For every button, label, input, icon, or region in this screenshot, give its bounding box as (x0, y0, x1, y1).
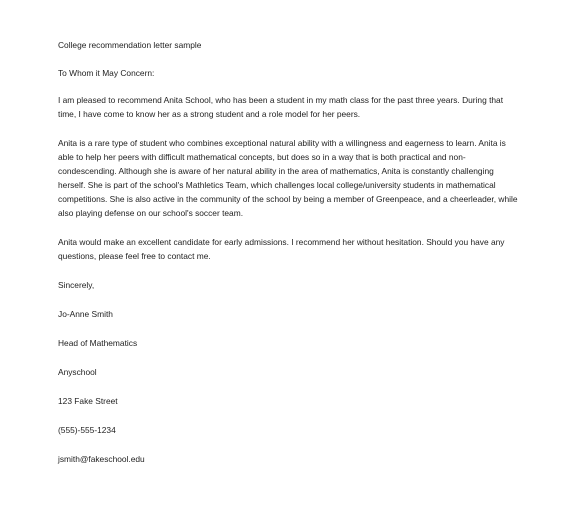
signature-school: Anyschool (58, 367, 97, 377)
paragraph-line: Anita is a rare type of student who combines exceptional natural ability with a willingness and eagerness to learn. Anita is (58, 138, 506, 148)
paragraph-line: able to help her peers with difficult mathematical concepts, but does so in a way that is both practical and non- (58, 152, 466, 162)
paragraph-line: herself. She is part of the school's Mathletics Team, which challenges local college/university students in mathematical (58, 180, 496, 190)
signature-position: Head of Mathematics (58, 338, 138, 348)
signature-email: jsmith@fakeschool.edu (58, 454, 145, 464)
signature-phone: (555)-555-1234 (58, 425, 116, 435)
salutation: To Whom it May Concern: (58, 68, 155, 78)
paragraph-line: competitions. She is also active in the community of the school by being a member of Greenpeace, and a cheerleader, while (58, 194, 518, 204)
paragraph-qualities (58, 136, 529, 220)
paragraph-line: condescending. Although she is aware of her natural ability in the area of mathematics, Anita is constantly challenging (58, 166, 494, 176)
paragraph-line: questions, please feel free to contact me. (58, 251, 211, 261)
closing: Sincerely, (58, 280, 95, 290)
paragraph-line: time, I have come to know her as a strong student and a role model for her peers. (58, 109, 361, 119)
signature-name: Jo-Anne Smith (58, 309, 113, 319)
paragraph-recommendation (58, 235, 529, 263)
letter-title: College recommendation letter sample (58, 40, 202, 50)
paragraph-line: also playing defense on our school's soccer team. (58, 208, 244, 218)
paragraph-intro (58, 93, 529, 121)
signature-address: 123 Fake Street (58, 396, 118, 406)
paragraph-line: Anita would make an excellent candidate for early admissions. I recommend her without hesitation. Should you have any (58, 237, 505, 247)
paragraph-line: I am pleased to recommend Anita School, who has been a student in my math class for the past three years. During that (58, 95, 504, 105)
